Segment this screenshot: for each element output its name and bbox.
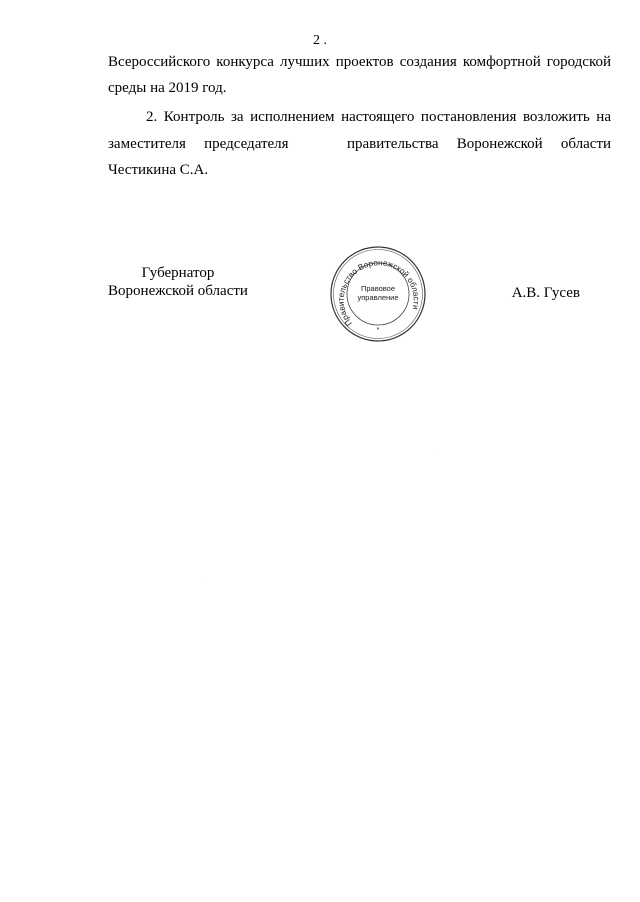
body-line-3: 2. Контроль за исполнением настоящего постановления возложить на bbox=[146, 109, 611, 125]
official-stamp bbox=[328, 244, 428, 344]
signatory-position-line-2: Воронежской области bbox=[108, 283, 248, 299]
stamp-inner-line-1: Правовое bbox=[360, 284, 396, 293]
stamp-outer-text: Правительство Воронежской области bbox=[336, 258, 421, 328]
stamp-inner-line-2: управление bbox=[357, 293, 399, 302]
body-line-2: среды на 2019 год. bbox=[108, 80, 227, 96]
stamp-star-icon: * bbox=[376, 327, 380, 334]
body-line-4-word: Воронежской bbox=[456, 136, 543, 152]
page-number: 2 . bbox=[313, 33, 327, 48]
signatory-position-line-1: Губернатор bbox=[141, 265, 215, 281]
body-line-4-word: председателя bbox=[204, 136, 289, 152]
body-line-5: Честикина С.А. bbox=[108, 162, 209, 178]
body-line-4-word: правительства bbox=[346, 136, 439, 152]
scan-speck bbox=[437, 452, 438, 453]
body-line-1: Всероссийского конкурса лучших проектов создания комфортной городской bbox=[108, 54, 611, 70]
body-line-4-word: заместителя bbox=[108, 136, 186, 152]
signatory-position bbox=[108, 264, 248, 300]
body-line-4-word: области bbox=[560, 136, 612, 152]
signatory-name: А.В. Гусев bbox=[511, 285, 580, 301]
scan-speck bbox=[205, 582, 206, 583]
body-line-4 bbox=[108, 135, 611, 153]
